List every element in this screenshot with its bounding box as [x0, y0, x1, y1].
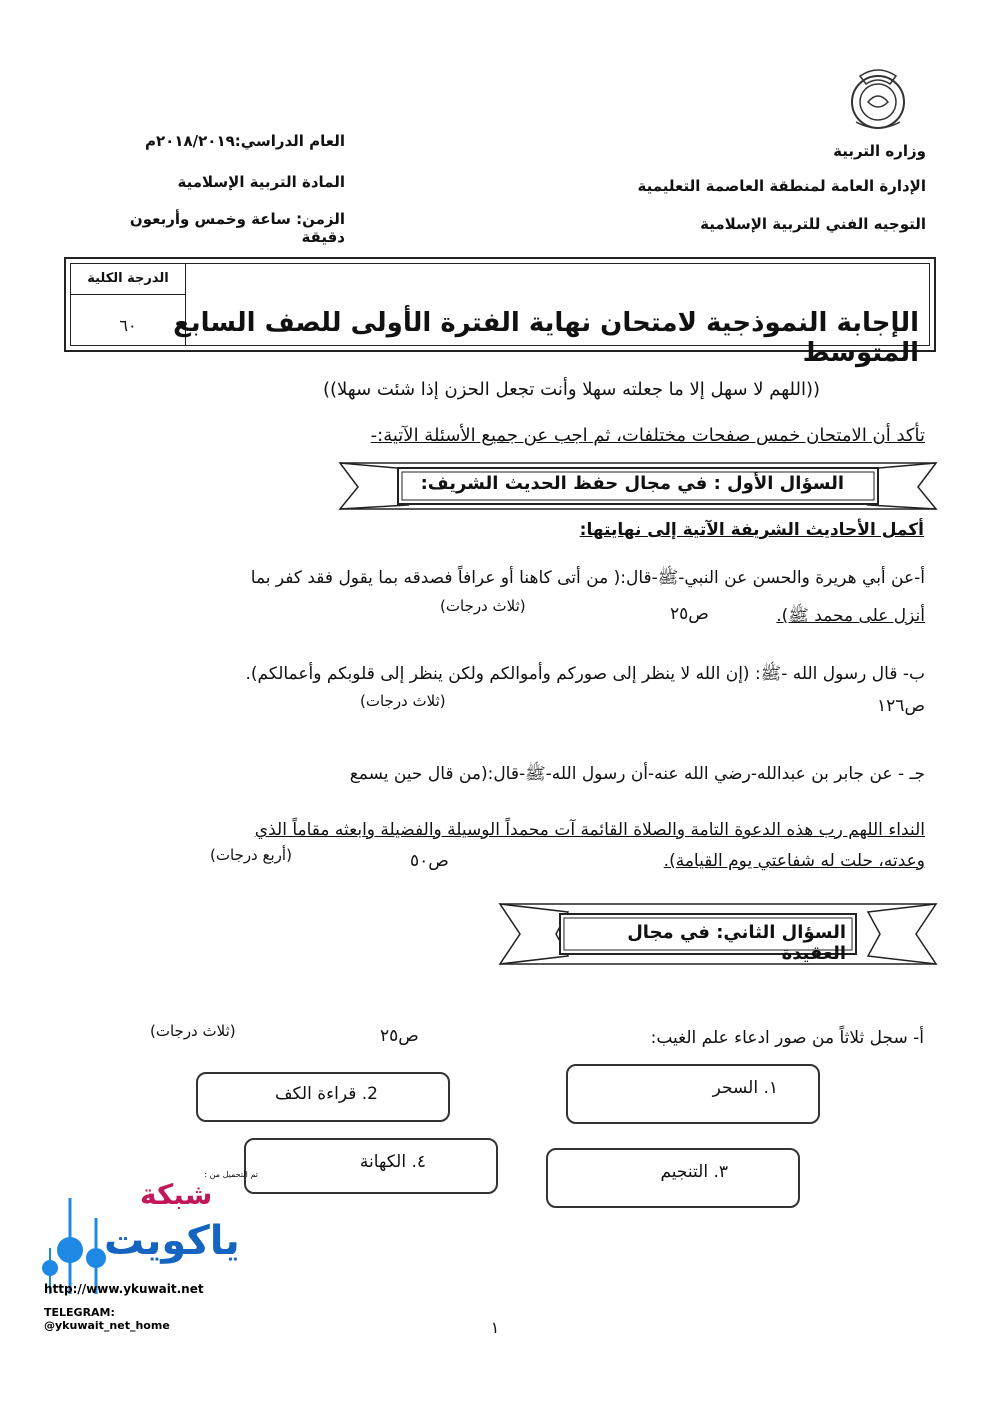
logo-url[interactable]: http://www.ykuwait.net	[44, 1282, 204, 1296]
hadith-a-line-1: أ-عن أبي هريرة والحسن عن النبي-ﷺ-قال:( من أتى كاهنا أو عرافاً فصدقه بما يقول فقد كفر بما	[250, 568, 925, 588]
hadith-c-marks: (أربع درجات)	[210, 846, 292, 864]
question-1-banner	[338, 455, 938, 515]
hadith-c-page: ص٥٠	[410, 851, 449, 871]
answer-box-4	[244, 1138, 498, 1194]
answer-box-2	[196, 1072, 450, 1122]
question-2-banner-text: السؤال الثاني: في مجال العقيدة	[627, 922, 846, 964]
school-year: العام الدراسي:٢٠١٨/٢٠١٩م	[145, 132, 345, 150]
answer-1-text: ١. السحر	[712, 1078, 778, 1098]
question-2-marks: (ثلاث درجات)	[150, 1022, 236, 1040]
answer-4-text: ٤. الكهانة	[359, 1152, 426, 1172]
hadith-b-page: ص١٢٦	[877, 696, 925, 716]
answer-box-3	[546, 1148, 800, 1208]
hadith-c-line-1: جـ - عن جابر بن عبدالله-رضي الله عنه-أن رسول الله-ﷺ-قال:(من قال حين يسمع	[349, 764, 925, 784]
logo-brand-top: شبكة	[140, 1178, 213, 1211]
question-2-prompt: أ- سجل ثلاثاً من صور ادعاء علم الغيب:	[650, 1028, 924, 1048]
page-number: ١	[490, 1318, 500, 1337]
department-name: التوجيه الفني للتربية الإسلامية	[700, 215, 926, 233]
hadith-a-line-2: أنزل على محمد ﷺ).	[776, 606, 925, 626]
question-1-prompt: أكمل الأحاديث الشريفة الآتية إلى نهايتها:	[579, 520, 924, 540]
instructions: تأكد أن الامتحان خمس صفحات مختلفات، ثم اجب عن جميع الأسئلة الآتية:-	[370, 425, 925, 446]
ministry-name: وزاره التربية	[833, 142, 926, 160]
logo-telegram[interactable]: TELEGRAM: @ykuwait_net_home	[44, 1306, 170, 1332]
hadith-c-line-3: وعدته، حلت له شفاعتي يوم القيامة).	[663, 851, 925, 871]
total-score-label: الدرجة الكلية	[71, 266, 185, 295]
answer-box-1	[566, 1064, 820, 1124]
exam-duration: الزمن: ساعة وخمس وأربعون دقيقة	[129, 210, 345, 246]
ministry-emblem-icon	[840, 62, 916, 134]
subject: المادة التربية الإسلامية	[177, 173, 345, 191]
hadith-b-line-1: ب- قال رسول الله -ﷺ: (إن الله لا ينظر إلى صوركم وأموالكم ولكن ينظر إلى قلوبكم وأعمالكم).	[245, 664, 925, 684]
opening-dua: ((اللهم لا سهل إلا ما جعلته سهلا وأنت تجعل الحزن إذا شئت سهلا))	[322, 379, 820, 400]
question-1-banner-text: السؤال الأول : في مجال حفظ الحديث الشريف:	[420, 473, 844, 494]
answer-2-text: 2. قراءة الكف	[274, 1084, 378, 1104]
logo-caption: تم التحميل من :	[204, 1170, 258, 1179]
ykuwait-watermark-logo	[40, 1170, 258, 1332]
exam-title: الإجابة النموذجية لامتحان نهاية الفترة الأولى للصف السابع المتوسط	[173, 308, 919, 368]
hadith-a-page: ص٢٥	[670, 604, 709, 624]
question-2-page: ص٢٥	[380, 1026, 419, 1046]
answer-3-text: ٣. التنجيم	[660, 1162, 728, 1182]
question-2-banner	[498, 898, 938, 970]
hadith-a-marks: (ثلاث درجات)	[440, 597, 526, 615]
hadith-c-line-2: النداء اللهم رب هذه الدعوة التامة والصلاة القائمة آت محمداً الوسيلة والفضيلة وابعثه مقاماً الذي	[254, 820, 925, 840]
hadith-b-marks: (ثلاث درجات)	[360, 692, 446, 710]
logo-brand-main: ياكويت	[104, 1218, 240, 1264]
total-score-value: ٦٠	[119, 316, 137, 335]
district-name: الإدارة العامة لمنطقة العاصمة التعليمية	[637, 177, 926, 195]
title-box	[64, 257, 936, 368]
